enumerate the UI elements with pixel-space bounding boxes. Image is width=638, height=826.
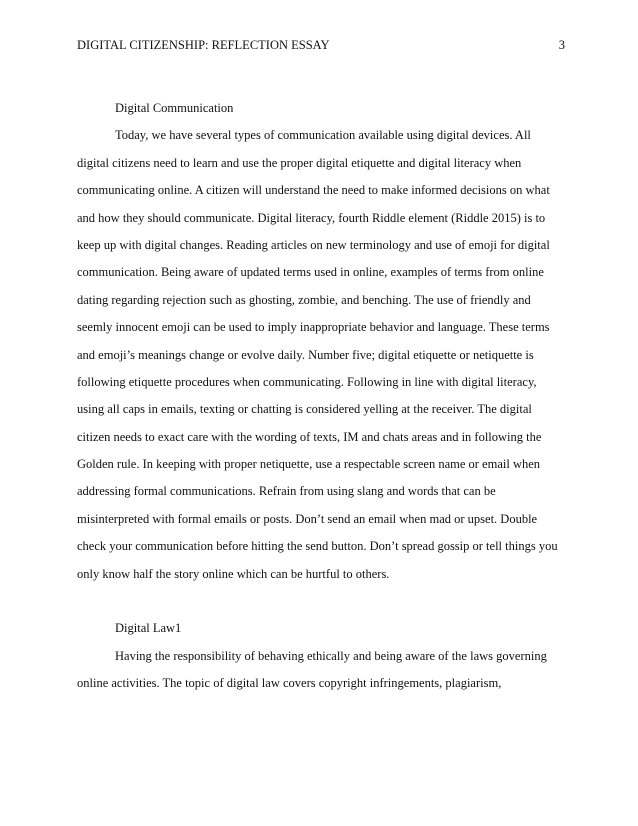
paragraph-line: addressing formal communications. Refrain from using slang and words that can be — [77, 484, 496, 499]
paragraph-line: dating regarding rejection such as ghosting, zombie, and benching. The use of friendly and — [77, 292, 531, 307]
paragraph-line: check your communication before hitting the send button. Don’t spread gossip or tell things you — [77, 539, 558, 554]
section-heading-digital-communication: Digital Communication — [115, 101, 234, 115]
paragraph-line: only know half the story online which can be hurtful to others. — [77, 566, 390, 581]
paragraph-line: digital citizens need to learn and use the proper digital etiquette and digital literacy when — [77, 155, 522, 170]
paragraph-line: Today, we have several types of communication available using digital devices. All — [115, 128, 531, 143]
paragraph-line: and how they should communicate. Digital literacy, fourth Riddle element (Riddle 2015) is to — [77, 210, 546, 225]
paragraph-line: keep up with digital changes. Reading articles on new terminology and use of emoji for digital — [77, 237, 550, 252]
paragraph-line: communicating online. A citizen will understand the need to make informed decisions on what — [77, 183, 550, 198]
paragraph-line: Golden rule. In keeping with proper netiquette, use a respectable screen name or email when — [77, 457, 541, 472]
section-heading-digital-law: Digital Law1 — [115, 621, 182, 636]
paragraph-line: seemly innocent emoji can be used to imply inappropriate behavior and language. These terms — [77, 320, 550, 335]
paragraph-line: online activities. The topic of digital law covers copyright infringements, plagiarism, — [77, 676, 502, 691]
paragraph-line: Having the responsibility of behaving ethically and being aware of the laws governing — [115, 648, 547, 663]
page-number: 3 — [558, 38, 565, 52]
blank-line — [77, 588, 567, 615]
paragraph-line: communication. Being aware of updated terms used in online, examples of terms from online — [77, 265, 544, 280]
paragraph-line: misinterpreted with formal emails or posts. Don’t send an email when mad or upset. Double — [77, 511, 538, 526]
paragraph-line: and emoji’s meanings change or evolve daily. Number five; digital etiquette or netiquette is — [77, 347, 534, 362]
paragraph-line: citizen needs to exact care with the wording of texts, IM and chats areas and in following the — [77, 429, 542, 444]
essay-body — [77, 95, 567, 698]
paragraph-line: using all caps in emails, texting or chatting is considered yelling at the receiver. The digital — [77, 402, 532, 417]
paragraph-line: following etiquette procedures when communicating. Following in line with digital literacy, — [77, 374, 537, 389]
running-head: DIGITAL CITIZENSHIP: REFLECTION ESSAY — [77, 38, 330, 52]
